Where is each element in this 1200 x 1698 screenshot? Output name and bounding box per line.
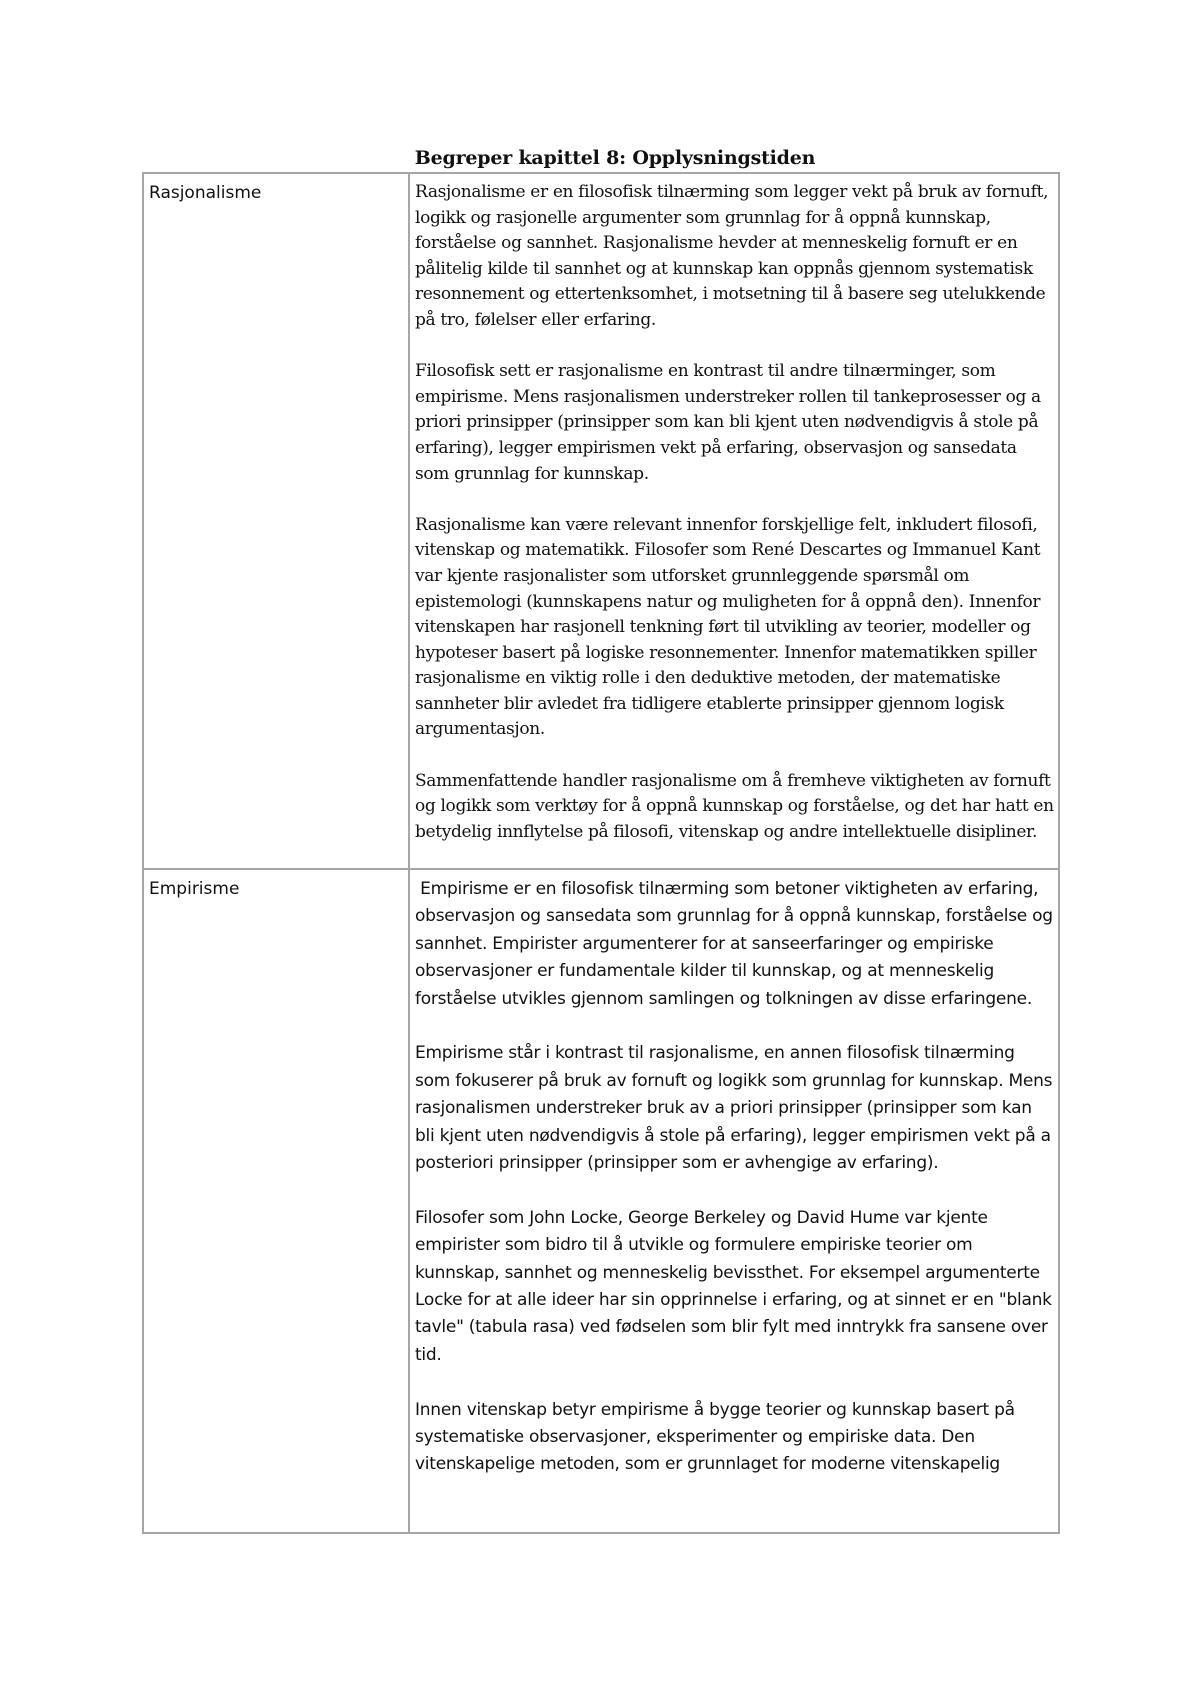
definition-paragraph: Empirisme er en filosofisk tilnærming som betoner viktigheten av erfaring, observasjon og sansedata som grunnlag for å oppnå kunnskap, forståelse og sannhet. Empirister argumenterer for at sanseerfaringer og empiriske observasjoner er fundamentale kilder til kunnskap, og at menneskelig forståelse utvikles gjennom samlingen og tolkningen av disse erfaringene. (415, 879, 1059, 1009)
terms-table (142, 172, 1060, 1534)
table-row (143, 869, 1059, 1533)
definition-paragraph: Rasjonalisme er en filosofisk tilnærming som legger vekt på bruk av fornuft, logikk og rasjonelle argumenter som grunnlag for å oppnå kunnskap, forståelse og sannhet. Rasjonalisme hevder at menneskelig fornuft er en pålitelig kilde til sannhet og at kunnskap kan oppnås gjennom systematisk resonnement og ettertenksomhet, i motsetning til å basere seg utelukkende på tro, følelser eller erfaring. (415, 182, 1049, 330)
definition-paragraph: Empirisme står i kontrast til rasjonalisme, en annen filosofisk tilnærming som fokuserer på bruk av fornuft og logikk som grunnlag for kunnskap. Mens rasjonalismen understreker bruk av a priori prinsipper (prinsipper som kan bli kjent uten nødvendigvis å stole på erfaring), legger empirismen vekt på a posteriori prinsipper (prinsipper som er avhengige av erfaring). (415, 1043, 1053, 1174)
term-label: Rasjonalisme (149, 183, 262, 203)
page-title: Begreper kapittel 8: Opplysningstiden (414, 147, 816, 169)
term-cell (143, 173, 409, 869)
term-cell (143, 869, 409, 1533)
definition-paragraph: Sammenfattende handler rasjonalisme om å fremheve viktigheten av fornuft og logikk som verktøy for å oppnå kunnskap og forståelse, og det har hatt en betydelig innflytelse på filosofi, vitenskap og andre intellektuelle disipliner. (415, 770, 1054, 842)
term-label: Empirisme (149, 879, 240, 899)
definition-cell (409, 173, 1059, 869)
definition-paragraph: Innen vitenskap betyr empirisme å bygge teorier og kunnskap basert på systematiske observasjoner, eksperimenter og empiriske data. Den vitenskapelige metoden, som er grunnlaget for moderne vitenskapelig (415, 1399, 1015, 1475)
definition-paragraph: Filosofisk sett er rasjonalisme en kontrast til andre tilnærminger, som empirisme. Mens rasjonalismen understreker rollen til tankeprosesser og a priori prinsipper (prinsipper som kan bli kjent uten nødvendigvis å stole på erfaring), legger empirismen vekt på erfaring, observasjon og sansedata som grunnlag for kunnskap. (415, 361, 1041, 484)
table-row (143, 173, 1059, 869)
definition-paragraph: Filosofer som John Locke, George Berkeley og David Hume var kjente empirister som bidro til å utvikle og formulere empiriske teorier om kunnskap, sannhet og menneskelig bevissthet. For eksempel argumenterte Locke for at alle ideer har sin opprinnelse i erfaring, og at sinnet er en "blank tavle" (tabula rasa) ved fødselen som blir fylt med inntrykk fra sansene over tid. (415, 1207, 1052, 1365)
definition-paragraph: Rasjonalisme kan være relevant innenfor forskjellige felt, inkludert filosofi, vitenskap og matematikk. Filosofer som René Descartes og Immanuel Kant var kjente rasjonalister som utforsket grunnleggende spørsmål om epistemologi (kunnskapens natur og muligheten for å oppnå den). Innenfor vitenskapen har rasjonell tenkning ført til utvikling av teorier, modeller og hypoteser basert på logiske resonnementer. Innenfor matematikken spiller rasjonalisme en viktig rolle i den deduktive metoden, der matematiske sannheter blir avledet fra tidligere etablerte prinsipper gjennom logisk argumentasjon. (415, 514, 1041, 740)
definition-cell (409, 869, 1059, 1533)
